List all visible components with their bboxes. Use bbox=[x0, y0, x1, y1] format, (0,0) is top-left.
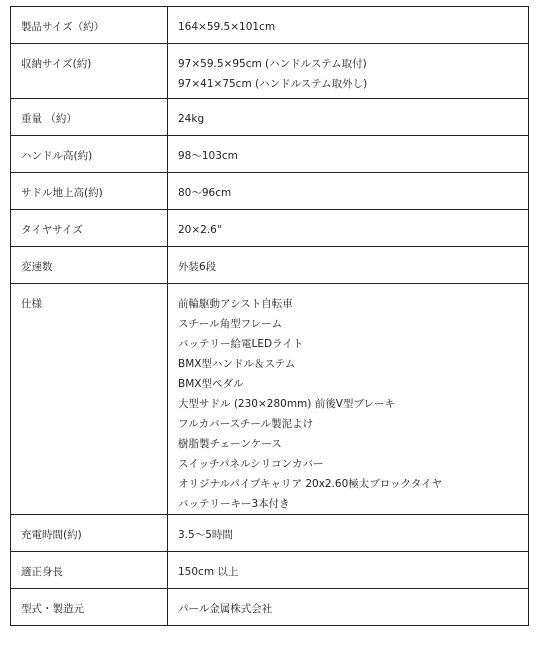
spec-value-cell bbox=[168, 7, 529, 44]
spec-value-line: BMX型ペダル bbox=[178, 378, 244, 390]
table-row bbox=[11, 210, 529, 247]
spec-value-line: パール金属株式会社 bbox=[178, 603, 273, 615]
spec-label: 収納サイズ(約) bbox=[21, 58, 92, 70]
spec-label: 型式・製造元 bbox=[21, 603, 84, 615]
spec-value-cell bbox=[168, 589, 529, 626]
spec-value-line: 大型サドル (230×280mm) 前後V型ブレーキ bbox=[178, 398, 395, 410]
spec-value-line: 3.5～5時間 bbox=[178, 529, 233, 541]
spec-label: ハンドル高(約) bbox=[21, 150, 93, 162]
spec-value-line: 20×2.6" bbox=[178, 224, 222, 236]
spec-label: 仕様 bbox=[21, 298, 42, 310]
spec-value-line: フルカバースチール製泥よけ bbox=[178, 418, 314, 430]
spec-label: 重量 （約） bbox=[21, 113, 77, 125]
spec-value-line: BMX型ハンドル＆ステム bbox=[178, 358, 296, 370]
spec-value-line: 97×41×75cm (ハンドルステム取外し) bbox=[178, 78, 368, 90]
spec-label: サドル地上高(約) bbox=[21, 187, 103, 199]
spec-value-cell bbox=[168, 99, 529, 136]
spec-table bbox=[10, 6, 529, 626]
table-row bbox=[11, 173, 529, 210]
spec-value-line: バッテリーキー3本付き bbox=[178, 498, 290, 510]
spec-label-cell bbox=[11, 44, 168, 99]
spec-value-line: 164×59.5×101cm bbox=[178, 21, 276, 33]
spec-label-cell bbox=[11, 136, 168, 173]
table-row bbox=[11, 7, 529, 44]
table-row bbox=[11, 589, 529, 626]
spec-label-cell bbox=[11, 552, 168, 589]
table-row bbox=[11, 44, 529, 99]
spec-value-cell bbox=[168, 247, 529, 284]
spec-value-line: 外装6段 bbox=[178, 261, 217, 273]
table-row bbox=[11, 99, 529, 136]
spec-value-cell bbox=[168, 136, 529, 173]
spec-table-body bbox=[11, 7, 529, 626]
spec-label: タイヤサイズ bbox=[21, 224, 83, 236]
spec-value-line: 樹脂製チェーンケース bbox=[178, 438, 282, 450]
spec-label-cell bbox=[11, 210, 168, 247]
table-row bbox=[11, 136, 529, 173]
table-row bbox=[11, 552, 529, 589]
spec-label-cell bbox=[11, 515, 168, 552]
spec-label-cell bbox=[11, 589, 168, 626]
spec-value-line: 前輪駆動アシスト自転車 bbox=[178, 298, 293, 310]
spec-value-line: 24kg bbox=[178, 113, 205, 125]
spec-label-cell bbox=[11, 247, 168, 284]
spec-value-cell bbox=[168, 173, 529, 210]
spec-value-line: スイッチパネルシリコンカバー bbox=[178, 458, 324, 470]
spec-label-cell bbox=[11, 284, 168, 515]
spec-value-line: 150cm 以上 bbox=[178, 566, 239, 578]
spec-label-cell bbox=[11, 173, 168, 210]
spec-value-cell bbox=[168, 44, 529, 99]
spec-label: 変速数 bbox=[21, 261, 53, 273]
table-row bbox=[11, 515, 529, 552]
spec-value-line: オリジナルパイプキャリア 20x2.60極太ブロックタイヤ bbox=[178, 478, 443, 490]
spec-label-cell bbox=[11, 7, 168, 44]
table-row bbox=[11, 284, 529, 515]
spec-label: 製品サイズ（約） bbox=[21, 21, 105, 33]
spec-value-cell bbox=[168, 210, 529, 247]
spec-value-line: 98～103cm bbox=[178, 150, 238, 162]
spec-label: 充電時間(約) bbox=[21, 529, 82, 541]
spec-label: 適正身長 bbox=[21, 566, 63, 578]
spec-value-cell bbox=[168, 515, 529, 552]
table-row bbox=[11, 247, 529, 284]
spec-label-cell bbox=[11, 99, 168, 136]
spec-value-line: 80～96cm bbox=[178, 187, 232, 199]
spec-value-cell bbox=[168, 552, 529, 589]
spec-value-line: 97×59.5×95cm (ハンドルステム取付) bbox=[178, 58, 367, 70]
spec-value-cell bbox=[168, 284, 529, 515]
spec-value-line: バッテリー給電LEDライト bbox=[178, 338, 304, 350]
spec-value-line: スチール角型フレーム bbox=[178, 318, 283, 330]
